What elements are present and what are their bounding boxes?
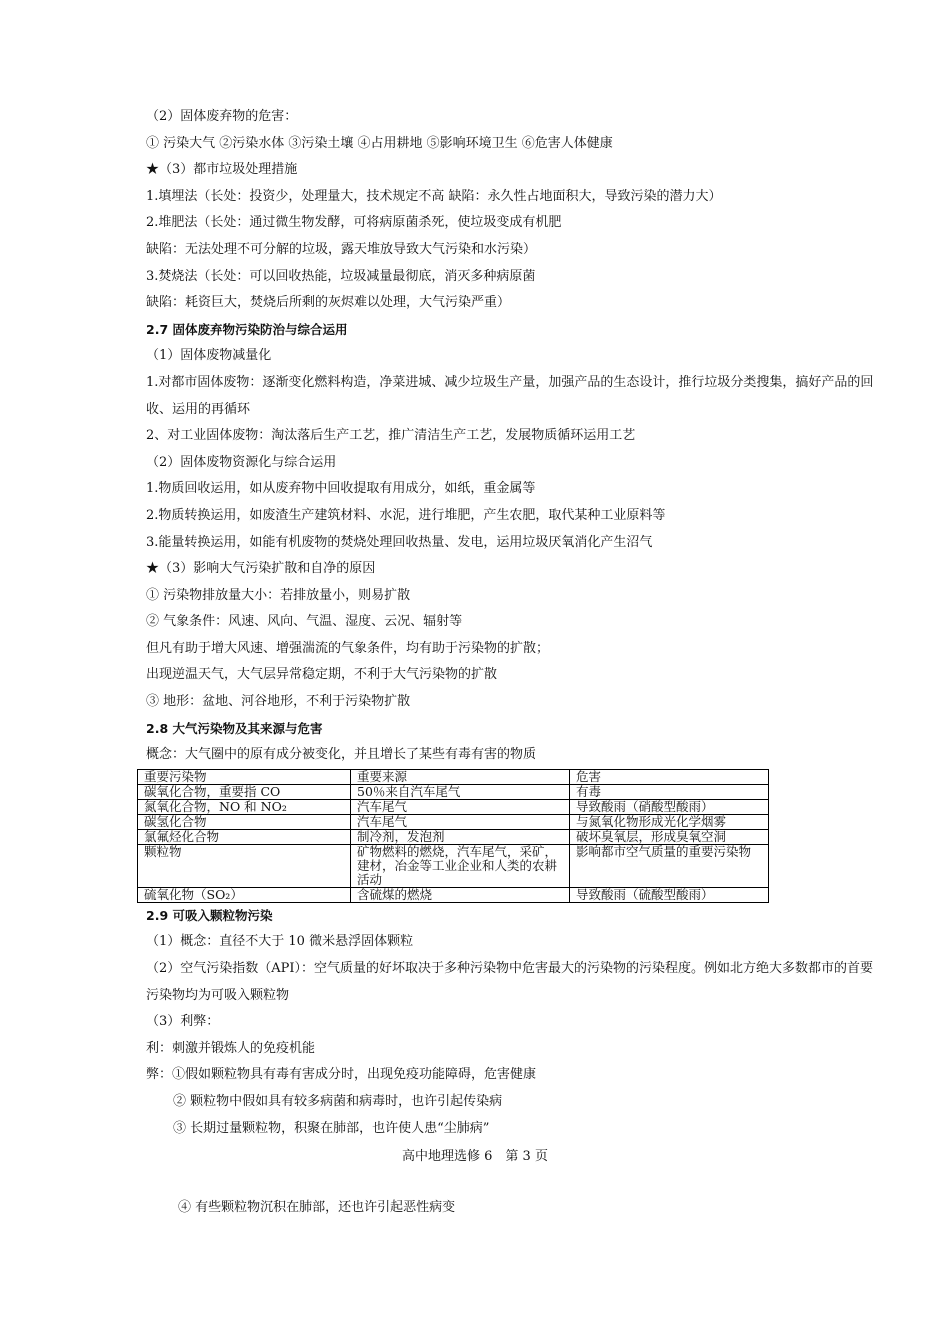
text-line: 出现逆温天气，大气层异常稳定期，不利于大气污染物的扩散 [146,667,498,683]
table-cell: 碳氧化合物，重要指 CO [138,784,351,799]
table-row [138,784,769,799]
section-heading: 2.8 大气污染物及其来源与危害 [146,720,323,736]
table-header-cell: 重要来源 [351,769,570,784]
text-line: 2.堆肥法（长处：通过微生物发酵，可将病原菌杀死，使垃圾变成有机肥 [146,215,562,231]
table-cell: 矿物燃料的燃烧，汽车尾气，采矿，建材，冶金等工业企业和人类的农耕活动 [351,844,570,887]
text-line: （3）利弊： [146,1014,220,1030]
table-header-row [138,769,769,784]
table-cell: 50％来自汽车尾气 [351,784,570,799]
section-part2 [146,903,886,1142]
text-line: （2）空气污染指数（API）：空气质量的好坏取决于多种污染物中危害最大的污染物的污染程度。例如北方绝大多数都市的首要污染物均为可吸入颗粒物 [146,961,874,1003]
text-line: 2、对工业固体废物：淘汰落后生产工艺，推广清洁生产工艺，发展物质循环运用工艺 [146,428,636,444]
table-cell: 导致酸雨（硫酸型酸雨） [570,887,769,902]
table-row [138,844,769,887]
text-line: 弊：①假如颗粒物具有毒有害成分时，出现免疫功能障碍，危害健康 [146,1067,537,1083]
text-line: ③ 长期过量颗粒物，积聚在肺部，也许使人患“尘肺病” [173,1120,490,1136]
table-cell: 与氮氧化物形成光化学烟雾 [570,814,769,829]
text-line: 1.填埋法（长处：投资少，处理量大，技术规定不高 缺陷：永久性占地面积大，导致污染的潜力大） [146,188,722,204]
text-line: 3.焚烧法（长处：可以回收热能，垃圾减量最彻底，消灭多种病原菌 [146,268,536,284]
table-cell: 颗粒物 [138,844,351,887]
text-line: （2）固体废物资源化与综合运用 [146,454,337,470]
text-line: 2.物质转换运用，如废渣生产建筑材料、水泥，进行堆肥，产生农肥，取代某种工业原料等 [146,507,666,523]
table-cell: 有毒 [570,784,769,799]
table-row [138,799,769,814]
text-line: 缺陷：无法处理不可分解的垃圾，露天堆放导致大气污染和水污染） [146,241,537,257]
table-header-cell: 危害 [570,769,769,784]
table-cell: 影响都市空气质量的重要污染物 [570,844,769,887]
text-line: ★（3）影响大气污染扩散和自净的原因 [146,561,376,577]
text-line: ① 污染大气 ②污染水体 ③污染土壤 ④占用耕地 ⑤影响环境卫生 ⑥危害人体健康 [146,135,613,151]
table-header-cell: 重要污染物 [138,769,351,784]
table-cell: 汽车尾气 [351,814,570,829]
document-body [146,104,886,1142]
text-line: （1）固体废物减量化 [146,348,272,364]
text-line: 1.对都市固体废物：逐渐变化燃料构造，净菜进城、减少垃圾生产量，加强产品的生态设计，推行垃圾分类搜集，搞好产品的回收、运用的再循环 [146,374,874,417]
table-cell: 汽车尾气 [351,799,570,814]
text-line: ② 颗粒物中假如具有较多病菌和病毒时，也许引起传染病 [173,1094,503,1109]
table-cell: 碳氢化合物 [138,814,351,829]
text-line: 利：刺激并锻炼人的免疫机能 [146,1040,316,1056]
section-heading: 2.9 可吸入颗粒物污染 [146,907,273,923]
text-line: 但凡有助于增大风速、增强湍流的气象条件，均有助于污染物的扩散； [146,640,550,656]
table-cell: 破坏臭氧层，形成臭氧空洞 [570,829,769,844]
text-line: （2）固体废弃物的危害： [146,109,298,124]
table-cell: 氮氧化合物，NO 和 NO₂ [138,799,351,814]
table-cell: 制冷剂，发泡剂 [351,829,570,844]
text-line: ② 气象条件：风速、风向、气温、湿度、云况、辐射等 [146,614,463,630]
text-line: 缺陷：耗资巨大，焚烧后所剩的灰烬难以处理，大气污染严重） [146,295,511,311]
table-row [138,829,769,844]
text-line: ① 污染物排放量大小：若排放量小，则易扩散 [146,587,411,603]
next-page-line: ④ 有些颗粒物沉积在肺部，还也许引起恶性病变 [178,1200,456,1215]
table-row [138,887,769,902]
text-line: （1）概念：直径不大于 10 微米悬浮固体颗粒 [146,934,414,950]
table-cell: 导致酸雨（硝酸型酸雨） [570,799,769,814]
table-cell: 含硫煤的燃烧 [351,887,570,902]
pollutant-table [137,769,769,903]
table-cell: 硫氧化物（SO₂） [138,887,351,902]
table-row [138,814,769,829]
section-part1 [146,104,886,769]
text-line: 概念：大气圈中的原有成分被变化，并且增长了某些有毒有害的物质 [146,747,537,763]
section-heading: 2.7 固体废弃物污染防治与综合运用 [146,321,348,337]
table-cell: 氯氟烃化合物 [138,829,351,844]
page-footer: 高中地理选修 6 第 3 页 [402,1149,548,1164]
text-line: 3.能量转换运用，如能有机废物的焚烧处理回收热量、发电，运用垃圾厌氧消化产生沼气 [146,534,653,550]
text-line: ★（3）都市垃圾处理措施 [146,162,298,178]
text-line: ③ 地形：盆地、河谷地形，不利于污染物扩散 [146,694,411,710]
text-line: 1.物质回收运用，如从废弃物中回收提取有用成分，如纸，重金属等 [146,481,536,497]
